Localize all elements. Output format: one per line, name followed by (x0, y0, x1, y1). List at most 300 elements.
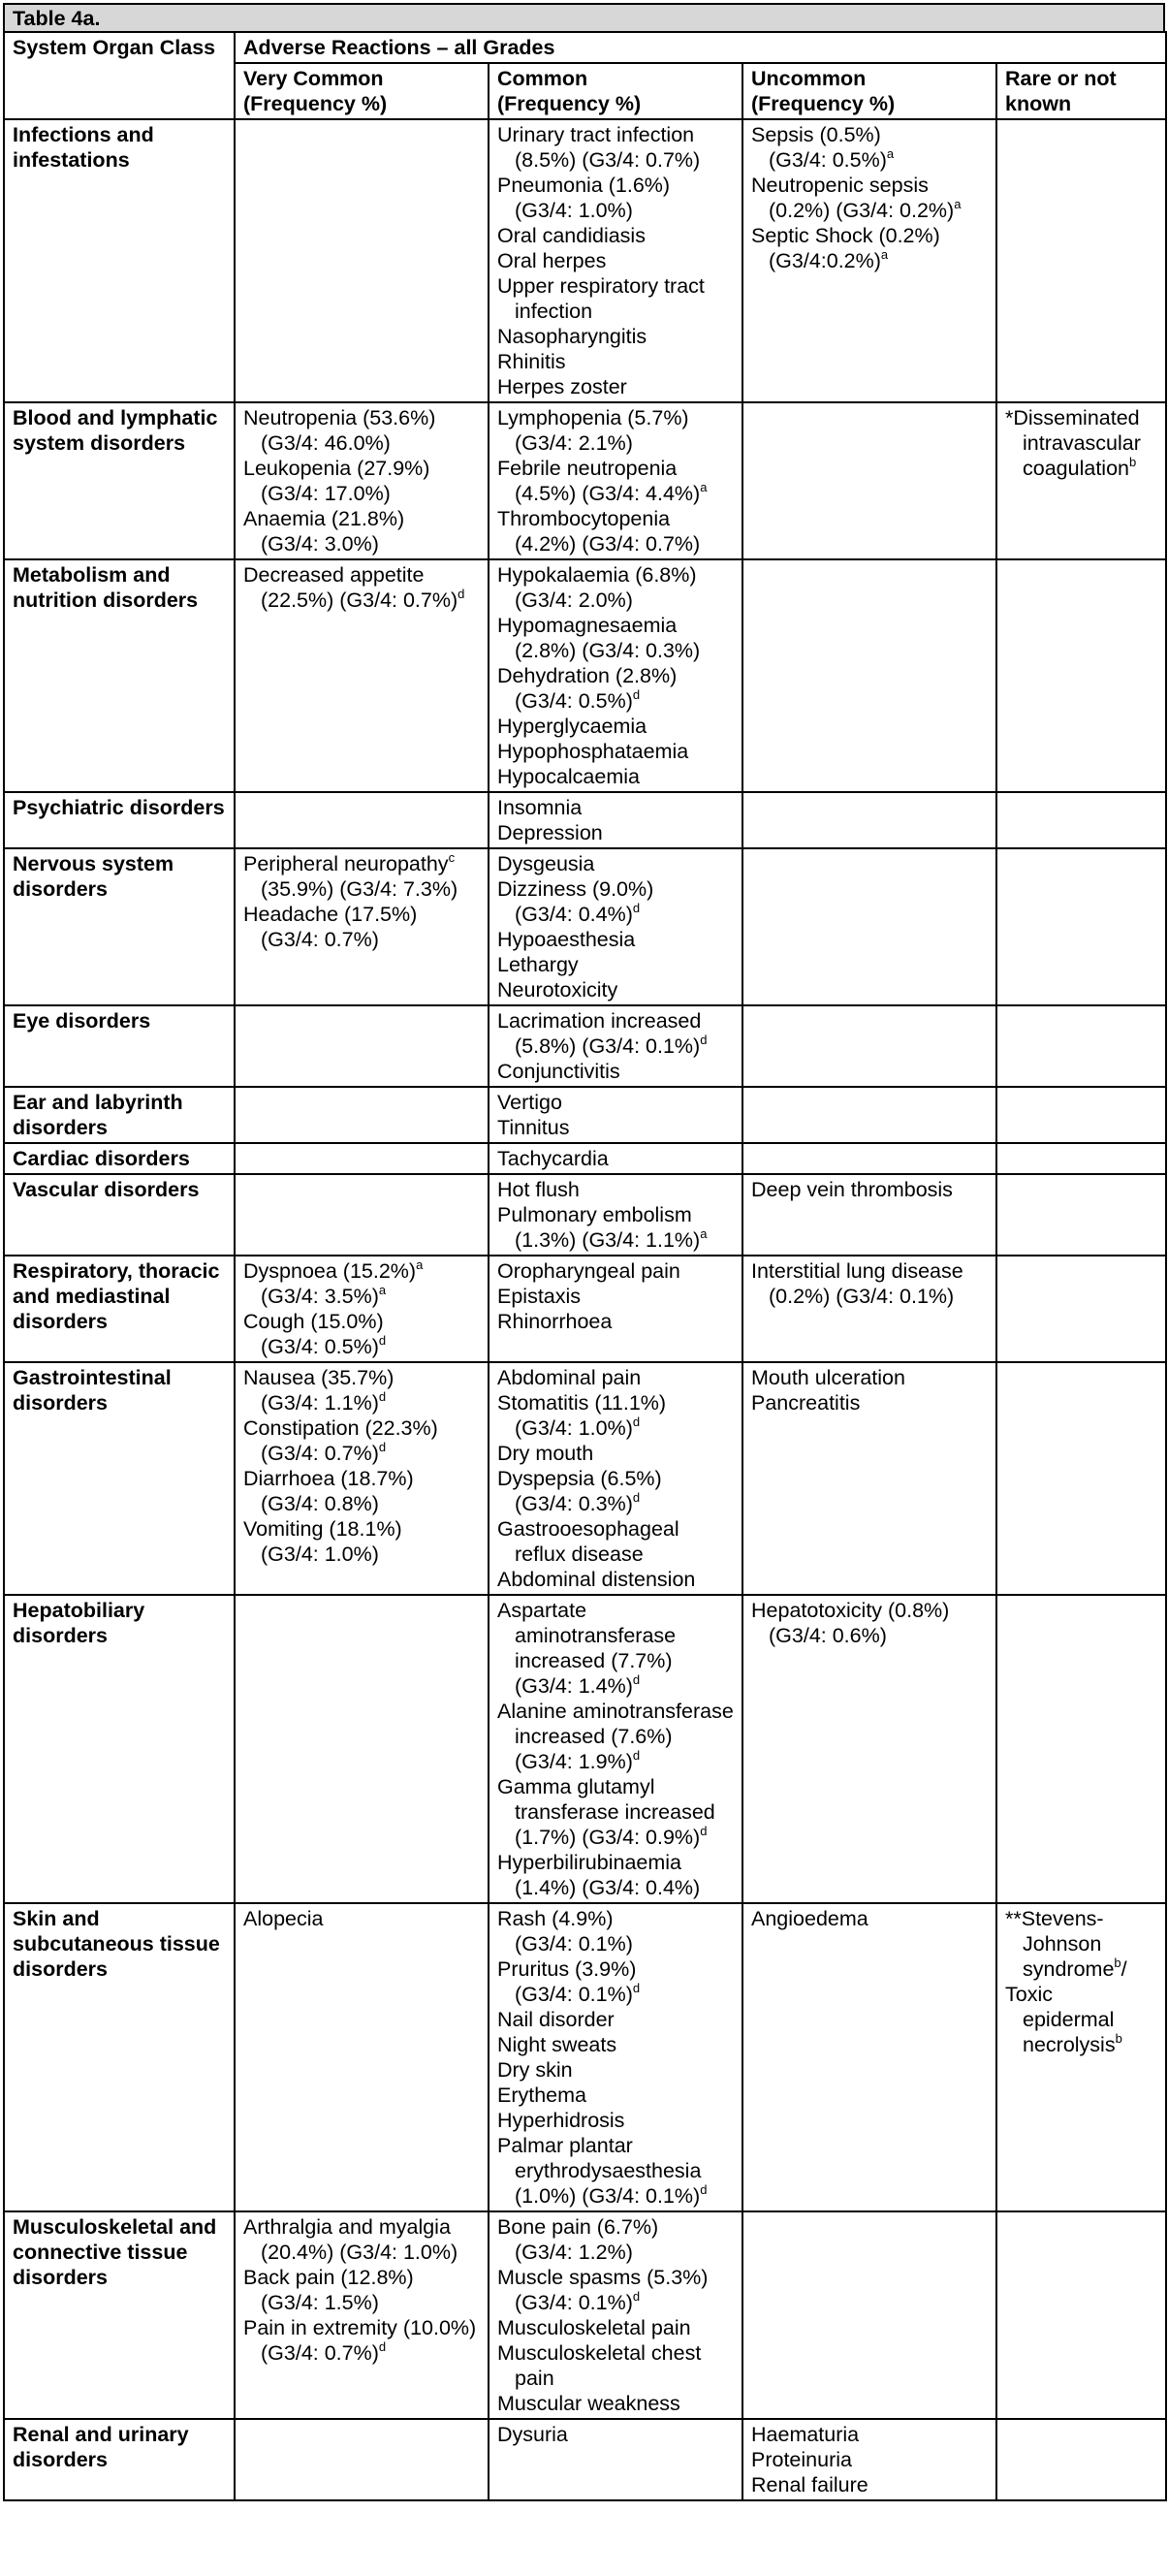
reaction-text: Interstitial lung disease (751, 1259, 963, 1283)
rare-cell (996, 1143, 1166, 1174)
reaction-text: Sepsis (0.5%) (751, 123, 881, 146)
reaction-entry (497, 820, 736, 845)
reaction-entry (243, 1906, 482, 1931)
reaction-text: Lymphopenia (5.7%) (497, 406, 689, 429)
header-rare-or-not-known (996, 63, 1166, 119)
reaction-text: Stomatitis (11.1%) (497, 1391, 667, 1415)
soc-line: Respiratory, thoracic (13, 1259, 220, 1283)
footnote-marker: a (700, 480, 708, 494)
header-common (489, 63, 742, 119)
common-cell (489, 1005, 742, 1087)
footnote-marker: d (458, 587, 465, 601)
table-body (4, 119, 1166, 2500)
very-common-cell (235, 1903, 489, 2211)
header-line: (Frequency %) (497, 92, 642, 115)
rare-cell (996, 119, 1166, 402)
reaction-text: Dyspepsia (6.5%) (497, 1467, 662, 1490)
reaction-entry (497, 2108, 736, 2133)
common-cell (489, 2419, 742, 2500)
reaction-text: (G3/4: 3.0%) (261, 532, 379, 556)
reaction-text: (G3/4: 0.4%) (515, 903, 633, 926)
reaction-entry (497, 977, 736, 1002)
reaction-text: (35.9%) (G3/4: 7.3%) (261, 877, 458, 901)
reaction-text: Dyspnoea (15.2%) (243, 1259, 417, 1283)
rare-cell (996, 402, 1166, 559)
reaction-entry (497, 2391, 736, 2416)
reaction-entry (243, 1415, 482, 1466)
reaction-entry (497, 1309, 736, 1334)
very-common-cell (235, 848, 489, 1005)
soc-cell (4, 1005, 235, 1087)
table-row (4, 848, 1166, 1005)
soc-cell (4, 1362, 235, 1595)
reaction-text: necrolysis (1023, 2033, 1116, 2056)
reaction-text: Bone pain (6.7%) (497, 2215, 659, 2239)
reaction-entry (497, 1466, 736, 1516)
reaction-entry (497, 1365, 736, 1390)
very-common-cell (235, 119, 489, 402)
reaction-entry (751, 1906, 990, 1931)
reaction-entry (497, 456, 736, 506)
reaction-text: (G3/4: 1.0%) (261, 1542, 379, 1566)
uncommon-cell (742, 1174, 996, 1256)
soc-line: Cardiac disorders (13, 1147, 190, 1170)
footnote-marker: a (378, 1283, 387, 1297)
reaction-text: Renal failure (751, 2473, 868, 2496)
reaction-text: (G3/4: 1.0%) (515, 1416, 633, 1440)
reaction-text: (G3/4: 0.5%) (261, 1335, 379, 1358)
reaction-text: (G3/4: 0.5%) (769, 148, 887, 172)
reaction-text: Muscle spasms (5.3%) (497, 2266, 709, 2289)
reaction-text: Hypomagnesaemia (497, 614, 678, 637)
soc-cell (4, 792, 235, 848)
reaction-text: (G3/4: 0.3%) (515, 1492, 633, 1515)
reaction-text: Dysgeusia (497, 852, 595, 875)
very-common-cell (235, 402, 489, 559)
soc-line: Skin and (13, 1907, 100, 1930)
common-cell (489, 1087, 742, 1143)
reaction-text: reflux disease (515, 1542, 644, 1566)
common-cell (489, 1903, 742, 2211)
reaction-text: (G3/4: 0.7%) (261, 2341, 379, 2365)
footnote-marker: d (378, 1440, 387, 1454)
reaction-entry (497, 1090, 736, 1115)
reaction-entry (243, 851, 482, 902)
reaction-text: Hepatotoxicity (0.8%) (751, 1599, 950, 1622)
uncommon-cell (742, 1362, 996, 1595)
uncommon-cell (742, 2419, 996, 2500)
reaction-text: Rhinitis (497, 350, 566, 373)
reaction-text: Hyperbilirubinaemia (497, 1851, 682, 1874)
footnote-marker: d (632, 1672, 641, 1687)
reaction-text: Constipation (22.3%) (243, 1416, 438, 1440)
reaction-entry (497, 663, 736, 714)
reaction-text: Pain in extremity (10.0%) (243, 2316, 477, 2339)
reaction-text: (G3/4: 0.6%) (769, 1624, 887, 1647)
soc-line: nutrition disorders (13, 588, 199, 612)
soc-line: disorders (13, 1957, 108, 1981)
reaction-text: (5.8%) (G3/4: 0.1%) (515, 1034, 701, 1058)
reaction-entry (1005, 405, 1159, 481)
reaction-entry (497, 1284, 736, 1309)
footnote-marker: c (448, 850, 456, 865)
very-common-cell (235, 1362, 489, 1595)
reaction-text: Hot flush (497, 1178, 580, 1201)
reaction-entry (751, 1365, 990, 1390)
reaction-text: Rhinorrhoea (497, 1310, 613, 1333)
soc-line: Psychiatric disorders (13, 796, 225, 819)
reaction-text: Mouth ulceration (751, 1366, 905, 1389)
reaction-text: Deep vein thrombosis (751, 1178, 953, 1201)
reaction-text: coagulation (1023, 457, 1129, 480)
reaction-entry (497, 1598, 736, 1699)
reaction-text: Depression (497, 821, 603, 844)
reaction-text: (G3/4: 1.5%) (261, 2291, 379, 2314)
reaction-entry (497, 1115, 736, 1140)
reaction-entry (497, 1258, 736, 1284)
soc-line: disorders (13, 2448, 108, 2471)
reaction-text: Hypophosphataemia (497, 740, 689, 763)
reaction-text: (G3/4: 1.0%) (515, 199, 633, 222)
reaction-text: (G3/4: 0.1%) (515, 1983, 633, 2006)
reaction-text: Musculoskeletal chest (497, 2341, 702, 2365)
soc-cell (4, 559, 235, 792)
reaction-text: Angioedema (751, 1907, 868, 1930)
reaction-entry (243, 405, 482, 456)
reaction-text: Night sweats (497, 2033, 617, 2056)
soc-cell (4, 1256, 235, 1362)
soc-line: and mediastinal (13, 1285, 171, 1308)
reaction-entry (497, 405, 736, 456)
soc-line: infestations (13, 148, 130, 172)
footnote-marker: d (378, 1389, 387, 1404)
reaction-text: Back pain (12.8%) (243, 2266, 414, 2289)
reaction-text: Headache (17.5%) (243, 903, 418, 926)
reaction-entry (497, 1441, 736, 1466)
reaction-entry (497, 795, 736, 820)
reaction-entry (497, 1906, 736, 1956)
common-cell (489, 1256, 742, 1362)
reaction-text: Thrombocytopenia (497, 507, 671, 530)
uncommon-cell (742, 1903, 996, 2211)
reaction-text: Neurotoxicity (497, 978, 618, 1002)
reaction-text: epidermal (1023, 2008, 1115, 2031)
table-row (4, 1595, 1166, 1903)
reaction-entry (497, 2265, 736, 2315)
very-common-cell (235, 2419, 489, 2500)
reaction-text: Muscular weakness (497, 2392, 680, 2415)
reaction-text: Tinnitus (497, 1116, 570, 1139)
reaction-entry (751, 2447, 990, 2472)
reaction-text: Dysuria (497, 2423, 568, 2446)
reaction-text: Haematuria (751, 2423, 860, 2446)
reaction-text: (G3/4: 3.5%) (261, 1285, 379, 1308)
rare-cell (996, 792, 1166, 848)
reaction-text: (G3/4: 1.9%) (515, 1750, 633, 1773)
reaction-text: transferase increased (515, 1800, 715, 1824)
reaction-entry (751, 1258, 990, 1309)
reaction-text: (2.8%) (G3/4: 0.3%) (515, 639, 701, 662)
soc-line: disorders (13, 877, 108, 901)
reaction-entry (497, 1146, 736, 1171)
reaction-entry (497, 1516, 736, 1567)
reaction-text: Lethargy (497, 953, 579, 976)
reaction-entry (497, 2057, 736, 2083)
reaction-entry (243, 456, 482, 506)
rare-cell (996, 2211, 1166, 2419)
reaction-text: Alopecia (243, 1907, 324, 1930)
reaction-entry (497, 349, 736, 374)
reaction-text: Hypoaesthesia (497, 928, 636, 951)
reaction-text: Insomnia (497, 796, 583, 819)
common-cell (489, 848, 742, 1005)
reaction-text: (G3/4: 1.2%) (515, 2241, 633, 2264)
reaction-entry (497, 764, 736, 789)
common-cell (489, 1174, 742, 1256)
reaction-entry (751, 1177, 990, 1202)
reaction-text: Anaemia (21.8%) (243, 507, 405, 530)
rare-cell (996, 1903, 1166, 2211)
rare-cell (996, 559, 1166, 792)
footnote-marker: a (880, 247, 889, 262)
very-common-cell (235, 559, 489, 792)
table-row (4, 1256, 1166, 1362)
reaction-entry (751, 1390, 990, 1415)
reaction-entry (497, 613, 736, 663)
reaction-text: intravascular (1023, 431, 1141, 455)
soc-line: Gastrointestinal (13, 1366, 172, 1389)
table-row (4, 402, 1166, 559)
reaction-text: (G3/4: 17.0%) (261, 482, 391, 505)
reaction-text: Arthralgia and myalgia (243, 2215, 451, 2239)
reaction-text: Aspartate (497, 1599, 587, 1622)
reaction-text: Johnson (1023, 1932, 1102, 1956)
reaction-text: Toxic (1005, 1983, 1053, 2006)
reaction-text: Gastrooesophageal (497, 1517, 679, 1541)
reaction-text: Dry mouth (497, 1442, 594, 1465)
footnote-marker: d (632, 901, 641, 915)
reaction-entry (497, 2214, 736, 2265)
reaction-text: Septic Shock (0.2%) (751, 224, 940, 247)
reaction-text: syndrome (1023, 1957, 1115, 1981)
reaction-entry (497, 952, 736, 977)
soc-cell (4, 1595, 235, 1903)
reaction-entry (497, 1850, 736, 1900)
reaction-text: (G3/4: 2.0%) (515, 588, 633, 612)
reaction-text: (22.5%) (G3/4: 0.7%) (261, 588, 458, 612)
reaction-entry (243, 2315, 482, 2366)
reaction-text: Oral herpes (497, 249, 607, 272)
rare-cell (996, 2419, 1166, 2500)
common-cell (489, 2211, 742, 2419)
reaction-text: (20.4%) (G3/4: 1.0%) (261, 2241, 458, 2264)
reaction-entry (497, 876, 736, 927)
uncommon-cell (742, 559, 996, 792)
uncommon-cell (742, 792, 996, 848)
reaction-text: Vertigo (497, 1091, 562, 1114)
soc-line: Renal and urinary (13, 2423, 189, 2446)
header-uncommon (742, 63, 996, 119)
reaction-text: Alanine aminotransferase (497, 1700, 734, 1723)
reaction-text: (0.2%) (G3/4: 0.2%) (769, 199, 955, 222)
table-header (4, 32, 1166, 119)
reaction-entry (497, 1059, 736, 1084)
adverse-reactions-document (3, 3, 1165, 2501)
rare-cell (996, 1595, 1166, 1903)
reaction-entry (243, 1516, 482, 1567)
reaction-text: (G3/4: 0.7%) (261, 1442, 379, 1465)
rare-cell (996, 1362, 1166, 1595)
soc-line: disorders (13, 1624, 108, 1647)
uncommon-cell (742, 1087, 996, 1143)
soc-cell (4, 2211, 235, 2419)
reaction-text: (G3/4: 0.7%) (261, 928, 379, 951)
reaction-text: (1.3%) (G3/4: 1.1%) (515, 1228, 701, 1252)
reaction-text: Pruritus (3.9%) (497, 1957, 637, 1981)
reaction-entry (497, 1567, 736, 1592)
soc-line: Musculoskeletal and (13, 2215, 217, 2239)
table-row (4, 559, 1166, 792)
reaction-text: Upper respiratory tract (497, 274, 705, 298)
reaction-entry (497, 122, 736, 173)
reaction-text: Palmar plantar (497, 2134, 633, 2157)
soc-line: disorders (13, 2266, 108, 2289)
header-adverse-reactions-all-grades: Adverse Reactions – all Grades (235, 32, 1166, 63)
reaction-entry (751, 1598, 990, 1648)
header-line: Uncommon (751, 67, 867, 90)
uncommon-cell (742, 848, 996, 1005)
table-row (4, 119, 1166, 402)
header-row-main (4, 32, 1166, 63)
footnote-marker: d (632, 1490, 641, 1505)
reaction-entry (243, 2265, 482, 2315)
reaction-entry (497, 324, 736, 349)
footnote-marker: d (700, 1824, 708, 1838)
reaction-text: Vomiting (18.1%) (243, 1517, 402, 1541)
reaction-entry (497, 374, 736, 399)
reaction-text: erythrodysaesthesia (515, 2159, 702, 2182)
reaction-text: (G3/4: 0.1%) (515, 2291, 633, 2314)
reaction-text: (1.7%) (G3/4: 0.9%) (515, 1826, 701, 1849)
reaction-text: (G3/4: 0.1%) (515, 1932, 633, 1956)
reaction-text: infection (515, 300, 593, 323)
reaction-text: Leukopenia (27.9%) (243, 457, 430, 480)
footnote-marker: b (1128, 455, 1137, 469)
reaction-entry (243, 562, 482, 613)
footnote-marker: d (378, 2339, 387, 2354)
reaction-text: increased (7.6%) (515, 1725, 673, 1748)
reaction-entry (243, 506, 482, 557)
reaction-text: Abdominal distension (497, 1568, 696, 1591)
rare-cell (996, 1256, 1166, 1362)
very-common-cell (235, 1143, 489, 1174)
uncommon-cell (742, 2211, 996, 2419)
very-common-cell (235, 792, 489, 848)
reaction-entry (497, 1390, 736, 1441)
reaction-text: Nausea (35.7%) (243, 1366, 395, 1389)
table-row (4, 1087, 1166, 1143)
soc-line: Vascular disorders (13, 1178, 200, 1201)
reaction-entry (497, 1956, 736, 2007)
uncommon-cell (742, 1256, 996, 1362)
header-line: Very Common (243, 67, 384, 90)
soc-line: Infections and (13, 123, 154, 146)
reaction-entry (497, 1202, 736, 1253)
very-common-cell (235, 1256, 489, 1362)
reaction-text: Decreased appetite (243, 563, 425, 587)
footnote-marker: a (416, 1257, 424, 1272)
reaction-text: Gamma glutamyl (497, 1775, 655, 1798)
reaction-entry (497, 2340, 736, 2391)
soc-line: disorders (13, 1391, 108, 1415)
reaction-entry (243, 1466, 482, 1516)
reaction-entry (497, 1774, 736, 1850)
reaction-text: Urinary tract infection (497, 123, 695, 146)
adverse-reactions-table (3, 31, 1167, 2501)
reaction-text: Neutropenic sepsis (751, 174, 929, 197)
soc-cell (4, 2419, 235, 2500)
reaction-text: (4.2%) (G3/4: 0.7%) (515, 532, 701, 556)
reaction-text: Febrile neutropenia (497, 457, 678, 480)
rare-cell (996, 848, 1166, 1005)
table-row (4, 1903, 1166, 2211)
very-common-cell (235, 1595, 489, 1903)
reaction-entry (497, 714, 736, 739)
reaction-entry (497, 2133, 736, 2209)
reaction-text: Hypokalaemia (6.8%) (497, 563, 697, 587)
reaction-entry (497, 1177, 736, 1202)
reaction-entry (497, 2422, 736, 2447)
header-line: Rare or not (1005, 67, 1117, 90)
reaction-text: Abdominal pain (497, 1366, 642, 1389)
reaction-entry (1005, 1906, 1159, 1982)
soc-cell (4, 1174, 235, 1256)
reaction-text: Lacrimation increased (497, 1009, 702, 1033)
reaction-text: Peripheral neuropathy (243, 852, 449, 875)
reaction-entry (751, 2422, 990, 2447)
footnote-marker: d (632, 687, 641, 702)
reaction-entry (751, 2472, 990, 2497)
reaction-entry (751, 122, 990, 173)
table-row (4, 792, 1166, 848)
reaction-text: Pulmonary embolism (497, 1203, 692, 1226)
soc-line: Hepatobiliary (13, 1599, 145, 1622)
reaction-text: Erythema (497, 2083, 587, 2107)
table-row (4, 2419, 1166, 2500)
uncommon-cell (742, 1143, 996, 1174)
common-cell (489, 402, 742, 559)
reaction-entry (497, 2083, 736, 2108)
reaction-text: (4.5%) (G3/4: 4.4%) (515, 482, 701, 505)
reaction-text: (G3/4:0.2%) (769, 249, 881, 272)
reaction-text: (1.0%) (G3/4: 0.1%) (515, 2184, 701, 2208)
soc-line: Blood and lymphatic (13, 406, 218, 429)
soc-line: Metabolism and (13, 563, 171, 587)
reaction-text: *Disseminated (1005, 406, 1140, 429)
reaction-text: Tachycardia (497, 1147, 609, 1170)
reaction-text: Hyperglycaemia (497, 715, 647, 738)
reaction-text: Neutropenia (53.6%) (243, 406, 436, 429)
reaction-text: Conjunctivitis (497, 1060, 620, 1083)
reaction-entry (497, 562, 736, 613)
table-row (4, 2211, 1166, 2419)
common-cell (489, 119, 742, 402)
reaction-text: (G3/4: 0.8%) (261, 1492, 379, 1515)
rare-cell (996, 1005, 1166, 1087)
reaction-text: pain (515, 2367, 554, 2390)
common-cell (489, 792, 742, 848)
reaction-entry (497, 1699, 736, 1774)
